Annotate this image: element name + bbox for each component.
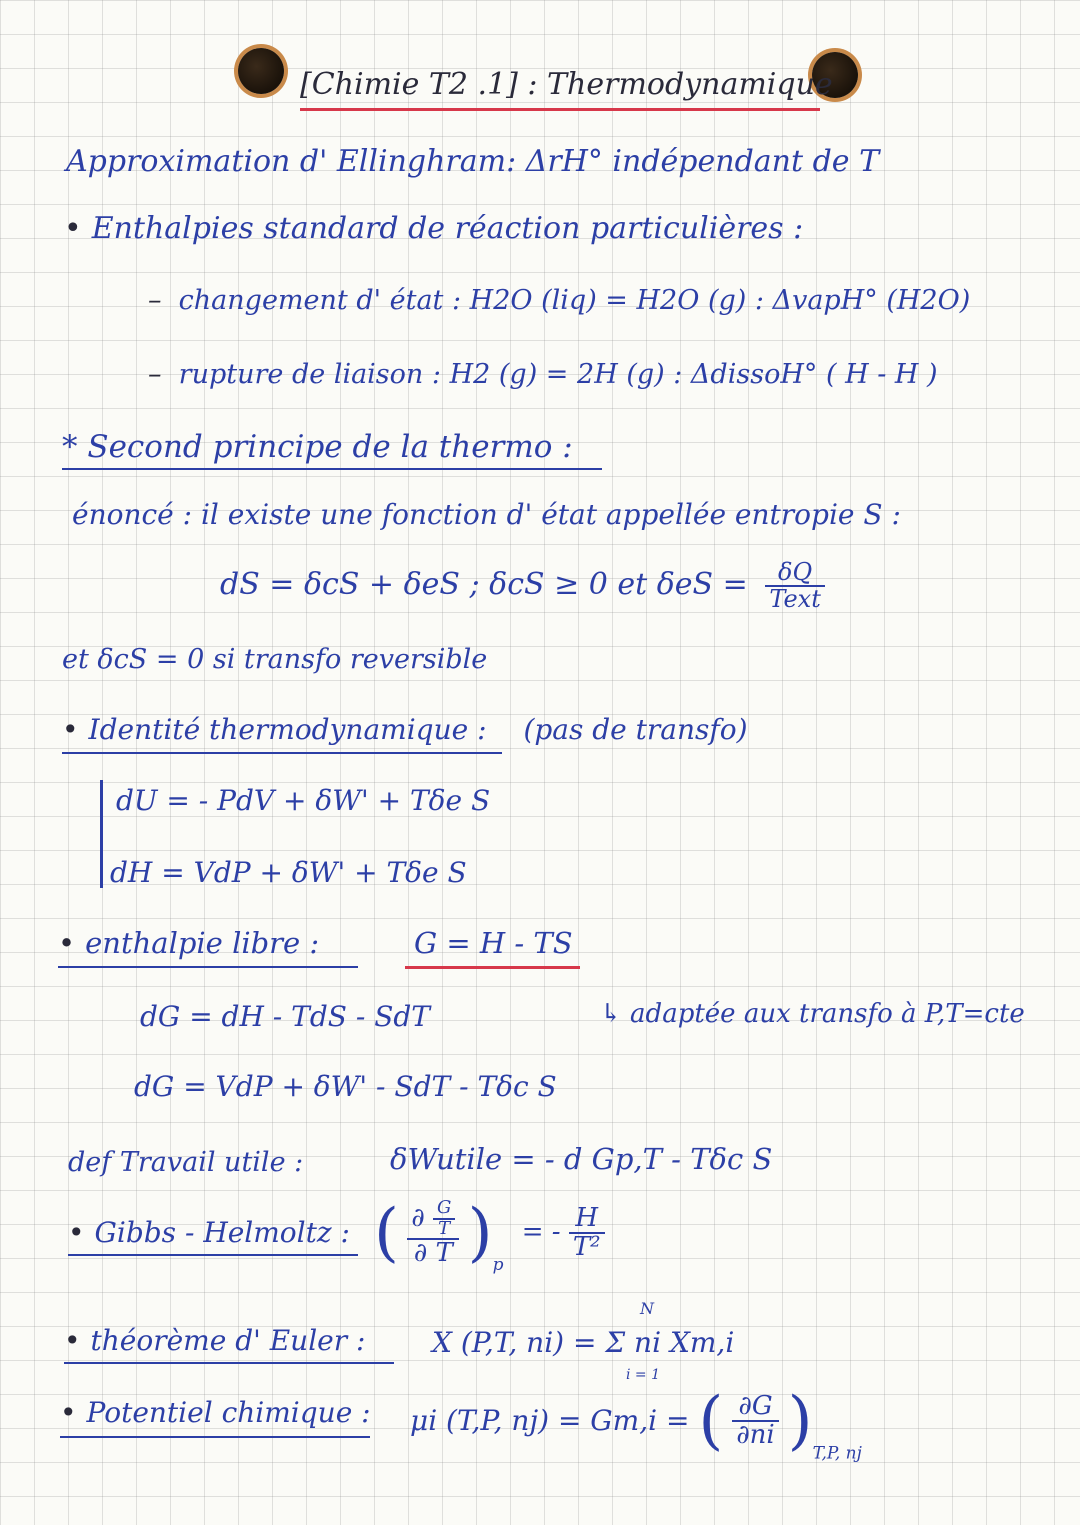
item-rupture-label: rupture de liaison : H2 (g) = 2H (g) : ΔdissoH° ( H - H ) [178,359,938,390]
gibbs-derivative-den: ∂ T [413,1238,453,1269]
gibbs-rhs-num: H [569,1205,605,1234]
eq-euler: X (P,T, ni) = Σ ni Xm,i [432,1326,735,1359]
eq-ds [220,560,825,612]
bullet-icon: • [68,1216,85,1249]
frac-dq [765,560,825,612]
bullet-icon: • [62,713,79,746]
enonce-line: énoncé : il existe une fonction d' état appellée entropie S : [72,498,901,531]
paren-right: ) [787,1384,813,1458]
gibbs-inner-den: T [438,1217,451,1239]
bullet-icon: • [60,1396,77,1429]
bullet-icon: • [64,1324,81,1357]
item-changement [148,286,970,316]
section-potentiel-underline [60,1436,370,1438]
section-enthalpies [64,212,803,245]
eq-potentiel: μi (T,P, nj) = Gm,i = [410,1403,690,1437]
page-title: [Chimie T2 .1] : Thermodynamique [300,67,833,102]
eq-travail: δWutile = - d Gp,T - Tδc S [390,1142,773,1176]
section-potentiel [60,1398,371,1429]
dash-icon: – [148,285,179,316]
binder-hole-left [238,48,284,94]
system-bracket [100,780,103,888]
eq-g-underline [405,966,580,969]
eq-dg1: dG = dH - TdS - SdT [140,1000,430,1033]
section-second-underline [62,468,602,470]
def-travail: def Travail utile : [68,1147,304,1178]
section-euler-label: théorème d' Euler : [90,1324,366,1357]
title-underline [300,108,820,111]
eq-dh: dH = VdP + δW' + Tδe S [110,856,467,889]
paren-left: ( [698,1384,724,1458]
potentiel-frac-den: ∂ni [736,1420,775,1451]
item-rupture [148,360,938,390]
identite-note: (pas de transfo) [523,713,748,746]
eq-ds-text: dS = δcS + δeS ; δcS ≥ 0 et δeS = [220,567,748,603]
gibbs-rhs-den: T² [572,1232,601,1263]
ellingham-line: Approximation d' Ellinghram: ΔrH° indépendant de T [66,144,880,179]
potentiel-equation [410,1386,862,1463]
eq-dg2: dG = VdP + δW' - SdT - Tδc S [134,1070,557,1103]
item-changement-label: changement d' état : H2O (liq) = H2O (g) : ΔvapH° (H2O) [178,285,971,316]
section-identite [62,715,748,746]
section-second-principe: * Second principe de la thermo : [62,429,573,465]
euler-sum-bottom: i = 1 [626,1367,661,1383]
potentiel-frac [732,1390,779,1451]
gibbs-derivative-num: ∂ $\frac{G}{T}$ [407,1199,459,1241]
reversible-line: et δcS = 0 si transfo reversible [62,644,488,675]
frac-dq-num: δQ [765,560,825,587]
gibbs-inner-num: G [433,1199,455,1220]
dash-icon: – [148,359,179,390]
euler-sum-top: N [640,1299,654,1318]
section-gibbs-label: Gibbs - Helmoltz : [94,1216,350,1249]
section-enthalpies-label: Enthalpies standard de réaction particulières : [91,211,804,246]
section-gibbs-underline [68,1254,358,1256]
section-identite-underline [62,752,502,754]
bullet-icon: • [58,926,76,960]
section-gibbs [68,1218,350,1249]
eq-g: G = H - TS [414,926,573,960]
potentiel-sub: T,P, nj [812,1443,862,1464]
section-identite-label: Identité thermodynamique : [88,713,487,746]
section-enthalpie-libre-underline [58,966,358,968]
paren-left: ( [374,1196,399,1270]
section-euler [64,1326,365,1357]
note-adaptee: ↳ adaptée aux transfo à P,T=cte [600,999,1025,1029]
gibbs-rhs-frac [569,1202,605,1263]
section-enthalpie-libre [58,928,319,960]
eq-du: dU = - PdV + δW' + Tδe S [116,784,491,817]
section-enthalpie-libre-label: enthalpie libre : [85,926,320,960]
paren-right: ) [467,1196,493,1270]
gibbs-sub: p [492,1255,504,1276]
gibbs-rhs: = - [521,1217,561,1248]
gibbs-inner-frac [433,1196,455,1239]
section-euler-underline [64,1362,394,1364]
section-potentiel-label: Potentiel chimique : [86,1396,371,1429]
gibbs-derivative [407,1196,459,1269]
gibbs-equation [374,1198,605,1275]
bullet-icon: • [64,211,82,246]
potentiel-frac-num: ∂G [732,1393,779,1422]
frac-dq-den: Text [769,585,821,614]
